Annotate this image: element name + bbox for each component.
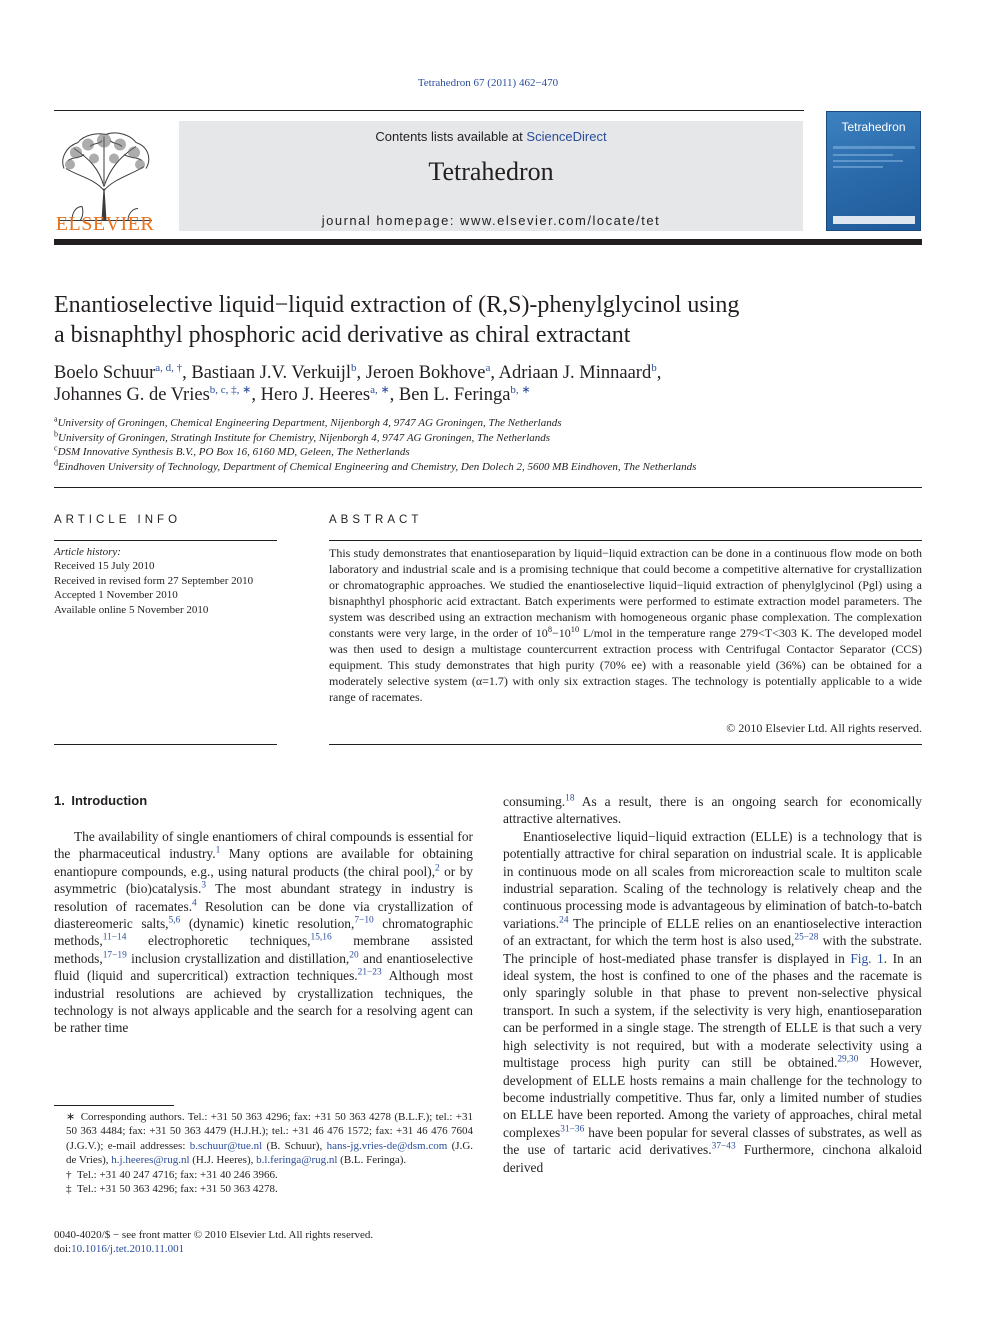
- article-title: [54, 290, 854, 350]
- section-heading-introduction: 1. Introduction: [54, 793, 148, 808]
- footnotes: [54, 1110, 473, 1196]
- affiliation-mark: a: [54, 414, 58, 424]
- footnote-text: (B.L. Feringa).: [337, 1154, 407, 1167]
- abstract-part: L/mol in the temperature range 279<T<303 K. The developed model was then used to design a multistage countercurrent extraction process with Centrifugal Contactor Separator (CCS) equipment. This study demonstrates that high purity (70% ee) with a reasonable yield (36%) can be obtained for a moderately selective system (α=1.7) with only six extraction stages. The technology is potentially applicable to a wide range of racemates.: [329, 626, 922, 704]
- abstract-text: [329, 545, 922, 705]
- email-link[interactable]: hans-jg.vries-de@dsm.com: [326, 1139, 448, 1152]
- citation-ref[interactable]: 20: [349, 950, 359, 961]
- journal-title: Tetrahedron: [428, 157, 554, 186]
- citation-ref[interactable]: 17−19: [102, 950, 127, 961]
- sciencedirect-link[interactable]: ScienceDirect: [526, 129, 607, 144]
- history-online: Available online 5 November 2010: [54, 603, 209, 616]
- author-name: Ben L. Feringa: [398, 385, 511, 405]
- cover-title: Tetrahedron: [841, 120, 906, 134]
- cover-artwork: [833, 146, 915, 224]
- author-affiliation-marks[interactable]: a: [485, 361, 491, 374]
- paragraph: The availability of single enantiomers of chiral compounds is essential for the pharmaceutical industry.$^1$ Many options are available for obtaining enantiopure compounds, e.g., using natural products (the chiral pool),$^2$ or by asymmetric (bio)catalysis.$^3$ The most abundant strategy in industry is resolution of racemates.$^4$ Resolution can be done via crystallization of diastereomeric salts,$^{5,6}$ (dynamic) kinetic resolution,$^{7-10}$ chromatographic methods,$^{11-14}$ electrophoretic techniques,$^{15,16}$ membrane assisted methods,$^{17-19}$ inclusion crystallization and distillation,$^{20}$ and enantioselective fluid (liquid and supercritical) extraction techniques.$^{21-23}$ Although most industrial resolutions are achieved by crystallization techniques, the technology is not always applicable and the search for a resolving agent can be rather time: [54, 829, 474, 1036]
- abstract-heading: ABSTRACT: [329, 514, 423, 526]
- double-dagger-footnote: ‡ Tel.: +31 50 363 4296; fax: +31 50 363 4278.: [66, 1183, 278, 1196]
- footnote-text: (B. Schuur),: [262, 1139, 327, 1152]
- affiliation-rule: [54, 487, 922, 488]
- author-name: Bastiaan J.V. Verkuijl: [191, 363, 352, 383]
- body-column-right: [503, 793, 922, 1176]
- abstract-exponent: 10: [570, 625, 580, 634]
- footnote-rule: [54, 1105, 174, 1106]
- email-link[interactable]: b.l.feringa@rug.nl: [256, 1154, 338, 1167]
- email-link[interactable]: h.j.heeres@rug.nl: [111, 1154, 190, 1167]
- affiliation-item: [54, 428, 924, 446]
- citation-ref[interactable]: 31−36: [560, 1124, 585, 1135]
- article-title-line-2: a bisnaphthyl phosphoric acid derivative as chiral extractant: [54, 322, 631, 348]
- affiliation-item: [54, 416, 924, 431]
- citation-ref[interactable]: 2: [435, 863, 440, 874]
- author-affiliation-marks[interactable]: a, d, †: [155, 361, 183, 374]
- article-info-heading: ARTICLE INFO: [54, 514, 182, 526]
- author-name: Jeroen Bokhove: [365, 363, 486, 383]
- citation-ref[interactable]: 4: [192, 898, 197, 909]
- paragraph: consuming.$^{18}$ As a result, there is an ongoing search for economically attractive alternatives.: [503, 793, 922, 827]
- journal-citation[interactable]: Tetrahedron 67 (2011) 462−470: [417, 77, 559, 89]
- abstract-part: −10: [552, 626, 571, 640]
- contents-availability: [179, 129, 803, 144]
- footnote-text: (J.G. de Vries),: [66, 1139, 474, 1167]
- abstract-copyright: © 2010 Elsevier Ltd. All rights reserved.: [726, 721, 922, 735]
- affiliation-text: University of Groningen, Chemical Engineering Department, Nijenborgh 4, 9747 AG Groningen, The Netherlands: [57, 417, 562, 429]
- author-list: Boelo Schuur$^{a, d, \dagger}$, Bastiaan J.V. Verkuijl$^b$, Jeroen Bokhove$^a$, Adriaan J. Minnaard$^b$, Johannes G. de Vries$^{b, c, \ddagger, ∗}$, Hero J. Heeres$^{a, ∗}$, Ben L. Feringa$^{b, ∗}$: [54, 361, 662, 405]
- author-affiliation-marks[interactable]: a, ∗: [370, 383, 390, 396]
- journal-cover-thumbnail: [826, 111, 921, 231]
- email-link[interactable]: b.schuur@tue.nl: [189, 1139, 263, 1152]
- citation-ref[interactable]: 29,30: [837, 1054, 859, 1065]
- citation-ref[interactable]: 5,6: [168, 915, 181, 926]
- affiliation-mark: c: [54, 443, 58, 453]
- citation-ref[interactable]: 21−23: [357, 967, 382, 978]
- affiliation-mark: d: [54, 457, 58, 467]
- affiliation-text: University of Groningen, Stratingh Institute for Chemistry, Nijenborgh 4, 9747 AG Groningen, The Netherlands: [58, 431, 551, 444]
- abstract-exponent: 8: [547, 625, 552, 634]
- dagger-footnote: † Tel.: +31 40 247 4716; fax: +31 40 246 3966.: [66, 1168, 278, 1181]
- affiliation-item: [54, 445, 924, 460]
- figure-link[interactable]: Fig. 1: [850, 950, 884, 966]
- footnote-text: ∗ Corresponding authors. Tel.: +31 50 363 4296; fax: +31 50 363 4278 (B.L.F.); tel.: +31 50 363 4484; fax: +31 50 363 4479 (H.J.H.); tel.: +31 46 476 1572; fax: +31 46 476 7604 (J.G.V.); e-mail addresses:: [66, 1111, 473, 1152]
- abstract-rule: [329, 540, 922, 541]
- citation-ref[interactable]: 25−28: [794, 932, 819, 943]
- doi-label: doi:: [54, 1243, 72, 1256]
- doi-link[interactable]: 10.1016/j.tet.2010.11.001: [71, 1243, 185, 1256]
- article-title-line-1: Enantioselective liquid−liquid extraction of (R,S)-phenylglycinol using: [54, 292, 740, 318]
- body-column-left: [54, 828, 473, 1037]
- citation-ref[interactable]: 24: [559, 915, 569, 926]
- footnote-text: (H.J. Heeres),: [189, 1154, 257, 1167]
- journal-masthead: [179, 121, 803, 231]
- article-info-rule: [54, 540, 277, 541]
- citation-ref[interactable]: 1: [215, 845, 221, 856]
- author-affiliation-marks[interactable]: b: [351, 361, 357, 374]
- citation-ref[interactable]: 7−10: [354, 915, 374, 926]
- author-name: Adriaan J. Minnaard: [498, 363, 652, 383]
- abstract-part: This study demonstrates that enantioseparation by liquid−liquid extraction can be done in a continuous flow mode on both laboratory and industrial scale and is a promising technique that could become a competitive alternative for crystallization or chromatographic approaches. We studied the enantioselective liquid−liquid extraction of phenylglycinol (Pgl) using a bisnaphthyl phosphoric acid extractant. Batch experiments were performed to estimate extraction model parameters. The system was described using an extraction mechanism with homogeneous organic phase complexation. The complexation constants were very large, in the order of 10: [329, 546, 922, 640]
- history-accepted: Accepted 1 November 2010: [54, 589, 178, 602]
- header-rule: [54, 110, 804, 111]
- article-history: [54, 545, 284, 617]
- history-label: Article history:: [54, 546, 121, 558]
- author-name: Hero J. Heeres: [260, 385, 371, 405]
- journal-homepage[interactable]: journal homepage: www.elsevier.com/locate/tet: [321, 213, 661, 228]
- author-name: Johannes G. de Vries: [54, 385, 210, 405]
- affiliation-mark: b: [54, 428, 58, 438]
- article-info-bottom-rule: [54, 744, 277, 745]
- paragraph: Enantioselective liquid−liquid extraction (ELLE) is a technology that is potentially attractive for chiral separation on industrial scale. It is applicable in continuous mode on all scales from microreaction scale to multiton scale industrial separation. Scaling of the technology is relatively cheap and the continuous processing mode is advantageous by elimination of batch-to-batch variations.$^{24}$ The principle of ELLE relies on an enantioselective interaction of an extractant, for which the term host is also used,$^{25-28}$ with the substrate. The principle of host-mediated phase transfer is displayed in Fig. 1. In an ideal system, the host is confined to one of the phases and the racemate is only sparingly soluble in that phase to prevent non-selective physical transport. In such a system, if the selectivity is very high, enantioseparation can be performed in a single stage. The strength of ELLE is that such a very high selectivity is not required, but with a moderate selectivity using a multistage process high purity can still be obtained.$^{29,30}$ However, development of ELLE hosts remains a main challenge for the technology to become industrially competitive. Thus far, only a limited number of studies on ELLE have been reported. Among the variety of approaches, chiral metal complexes$^{31-36}$ have been popular for several classes of substrates, as well as the use of tartaric acid derivatives.$^{37-43}$ Furthermore, cinchona alkaloid derived: [503, 828, 923, 1175]
- author-affiliation-marks[interactable]: b: [651, 361, 657, 374]
- history-received: Received 15 July 2010: [54, 560, 155, 573]
- history-revised: Received in revised form 27 September 2010: [54, 574, 254, 587]
- citation-ref[interactable]: 18: [565, 793, 575, 804]
- author-name: Boelo Schuur: [54, 363, 156, 383]
- elsevier-wordmark: ELSEVIER: [55, 213, 155, 235]
- affiliation-list: [54, 416, 924, 474]
- citation-ref[interactable]: 11−14: [102, 932, 127, 943]
- citation-ref[interactable]: 3: [201, 880, 207, 891]
- affiliation-text: Eindhoven University of Technology, Department of Chemical Engineering and Chemistry, Den Dolech 2, 5600 MB Eindhoven, The Netherlands: [58, 460, 697, 473]
- author-affiliation-marks[interactable]: b, c, ‡, ∗: [209, 383, 252, 396]
- abstract-bottom-rule: [329, 744, 922, 745]
- citation-ref[interactable]: 15,16: [310, 932, 332, 943]
- corresponding-author-note: [54, 1110, 473, 1168]
- front-matter-copyright: 0040-4020/$ − see front matter © 2010 Elsevier Ltd. All rights reserved.: [54, 1229, 374, 1241]
- affiliation-item: [54, 457, 924, 475]
- author-affiliation-marks[interactable]: b, ∗: [510, 383, 531, 396]
- front-matter: [54, 1228, 473, 1257]
- contents-prefix: Contents lists available at: [375, 129, 527, 144]
- affiliation-text: DSM Innovative Synthesis B.V., PO Box 16, 6160 MD, Geleen, The Netherlands: [57, 446, 410, 458]
- header-rule-thick: [54, 239, 922, 245]
- citation-ref[interactable]: 37−43: [711, 1141, 736, 1152]
- doi-line: [54, 1242, 473, 1256]
